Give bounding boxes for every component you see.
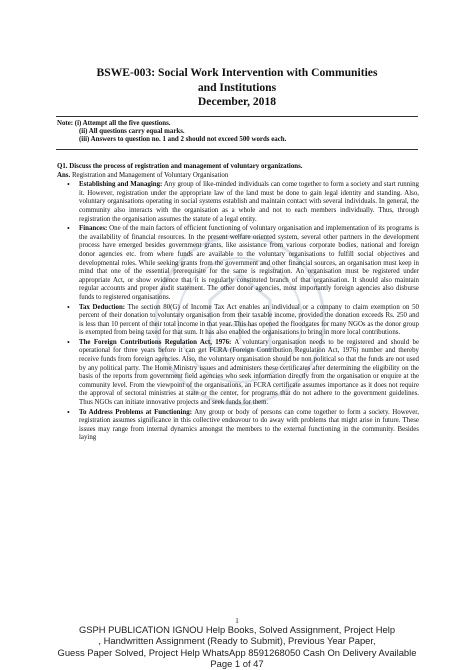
list-item <box>67 224 419 302</box>
bullet-icon: • <box>67 337 70 347</box>
item-text: Any group or body of persons can come together to form a society. However, registration assumes significance in this collective endeavour to do away with problems that might arise in future. These issues may range from internal dynamics amongst the members to the external functioning in the community. Besides laying <box>79 408 420 442</box>
title-line-3: December, 2018 <box>197 95 277 108</box>
page-indicator: Page 1 of 47 <box>210 658 264 670</box>
list-item <box>67 302 419 338</box>
note-line-3: (iii) Answers to question no. 1 and 2 should not exceed 500 words each. <box>79 136 287 144</box>
item-lead: To Address Problems at Functioning: <box>79 408 192 416</box>
item-text: Any group of like-minded individuals can come together to form a society and start running it. However, registration under the appropriate law of the land must be done to gain legal identity and standing. Also, voluntary organisations operating in social systems establish and maintain contact with several individuals. In general, the community also interacts with the organisation as a whole and not to each members individually. Thus, through registration the organisation assumes the statute of a legal entity. <box>79 181 419 223</box>
title-line-1: BSWE-003: Social Work Intervention with Communities <box>96 66 378 79</box>
page-number: 1 <box>235 617 239 625</box>
bullet-icon: • <box>67 302 70 312</box>
footer-line-2: , Handwritten Assignment (Ready to Submit), Previous Year Paper, <box>98 635 376 647</box>
item-text: A voluntary organisation needs to be registered and should be operational for three years before it can get FCRA (Foreign Contribution Regulation Act, 1976) number and thereby receive funds from foreign agencies. Also, the voluntary organisation should be non political so that the funds are not used by any political party. The Home Ministry issues and administers these certificates after determining the eligibility on the basis of the reports from government field agencies who seek information directly from the organisation or enquire at the community level. From the viewpoint of the organisations, an FCRA certificate assumes importance as it does not require the approval of sectoral ministries at state or the center, for programs that do not adhere to the government guidelines. Thus NGOs can initiate innovative projects and seek funds for them. <box>79 338 419 407</box>
item-lead: Tax Deduction: <box>79 303 126 311</box>
answer-list <box>57 181 419 443</box>
bottom-divider <box>56 149 418 150</box>
bullet-icon: • <box>67 407 70 417</box>
item-lead: The Foreign Contributions Regulation Act, 1976: <box>79 338 232 346</box>
bullet-icon: • <box>67 224 70 234</box>
item-lead: Finances: <box>79 225 108 233</box>
publisher-footer <box>20 624 454 670</box>
footer-line-3: Guess Paper Solved, Project Help WhatsApp 8591268050 Cash On Delivery Available <box>57 646 417 658</box>
bullet-icon: • <box>67 180 70 190</box>
list-item <box>67 337 419 408</box>
list-item <box>67 407 420 443</box>
question-text: Q1. Discuss the process of registration and management of voluntary organizations. <box>57 163 303 170</box>
footer-line-1: GSPH PUBLICATION IGNOU Help Books, Solved Assignment, Project Help <box>78 624 396 635</box>
item-lead: Establishing and Managing: <box>79 181 163 189</box>
list-item <box>67 180 419 224</box>
note-line-2: (ii) All questions carry equal marks. <box>79 128 185 136</box>
note-line-1: Note: (i) Attempt all the five questions. <box>57 120 171 127</box>
item-text: One of the main factors of efficient functioning of voluntary organisation and implementation of its programs is the availability of financial resources. In the present welfare oriented system, several other partners in the development process have emerged besides government grants, like assistance from various corporate bodies, national and foreign donor agencies etc. from where funds are available to the voluntary organisations to fulfill social objectives and developmental roles. While seeking grants from the government and other financial sources, an organisation must keep in mind that one of the essential prerequisite for the same is registration. An organisation must be registered under appropriate Act, or show evidence that it is regularly constituted branch of that organisation. It should also maintain regular accounts and proper audit statement. The other donor agencies, most importantly foreign agencies also disburse funds to registered organisations. <box>79 225 419 301</box>
item-text: The section 80(G) of Income Tax Act enables an individual or a company to claim exemption on 50 percent of their donation to voluntary organisation from their taxable income, provided the donation exceeds Rs. 250 and is less than 10 percent of their total income in that year. This has opened the floodgates for many NGOs as the donor group is exempted from being taxed for that sum. It has also enabled the organisations to bring in more local contributions. <box>79 303 419 337</box>
answer-title: Registration and Management of Voluntary Organisation <box>71 171 229 179</box>
exam-notes <box>57 120 417 145</box>
answer-body <box>57 163 419 444</box>
answer-label: Ans. <box>57 171 71 179</box>
top-divider <box>56 116 418 117</box>
document-title <box>40 66 434 110</box>
answer-heading <box>57 172 419 181</box>
title-line-2: and Institutions <box>197 80 277 94</box>
